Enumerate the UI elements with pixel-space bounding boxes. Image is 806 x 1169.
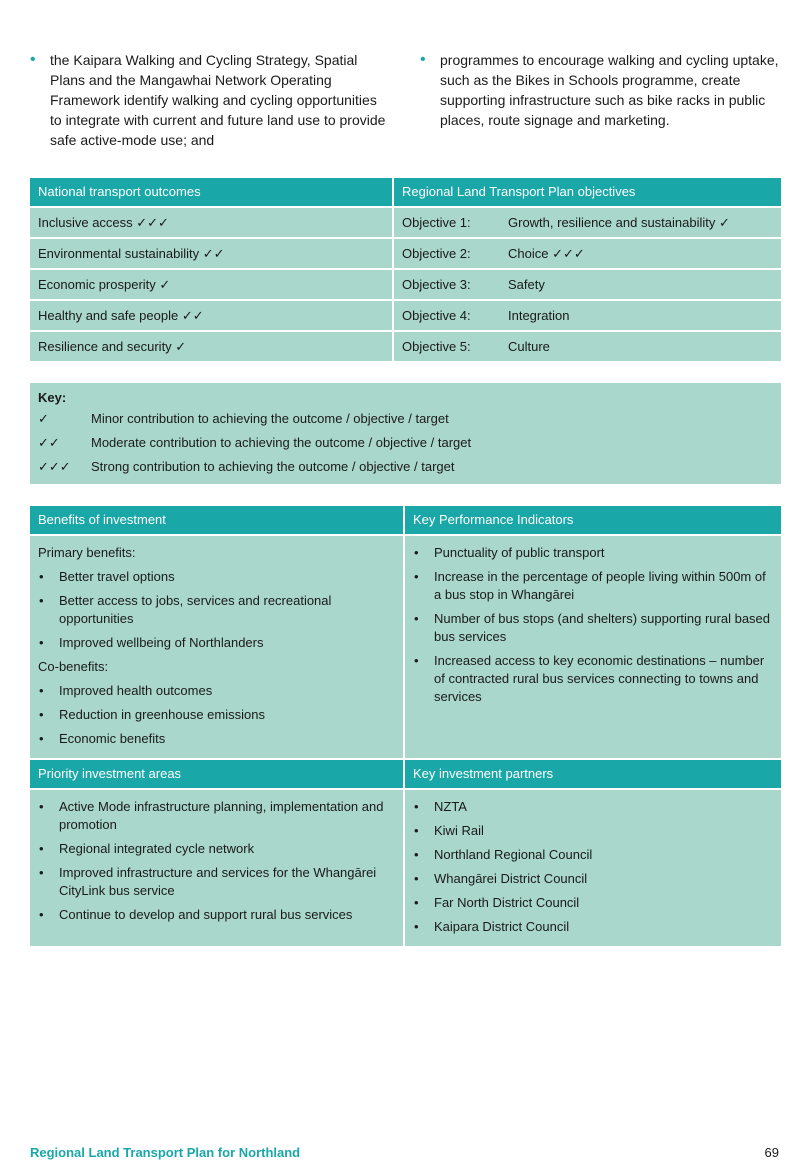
checkmark-icon: ✓✓✓: [38, 459, 71, 474]
table-row: [30, 301, 781, 332]
list-item: • Number of bus stops (and shelters) supporting rural based bus services: [413, 610, 773, 646]
objective-number: Objective 2:: [402, 246, 471, 261]
list-item: • Kiwi Rail: [413, 822, 773, 840]
objective-name: Culture: [508, 339, 550, 354]
header-rltp-objectives: Regional Land Transport Plan objectives: [394, 178, 781, 208]
header-benefits: Benefits of investment: [30, 506, 405, 536]
partners-list: [413, 798, 773, 936]
key-title: Key:: [38, 390, 67, 405]
objective-number: Objective 1:: [402, 215, 471, 230]
list-item: • Punctuality of public transport: [413, 544, 773, 562]
intro-left-list: [30, 50, 390, 150]
list-item: • Economic benefits: [38, 730, 395, 748]
outcome-cell: Environmental sustainability ✓✓: [30, 239, 394, 270]
header-kpis: Key Performance Indicators: [405, 506, 781, 536]
key-legend: [30, 383, 781, 484]
page-number: 69: [764, 1145, 779, 1160]
list-item: • Improved health outcomes: [38, 682, 395, 700]
list-item: • Better access to jobs, services and recreational opportunities: [38, 592, 395, 628]
primary-benefits-label: Primary benefits:: [38, 545, 136, 560]
objective-cell: [394, 270, 781, 301]
kpi-list: [413, 544, 773, 706]
list-item: • Regional integrated cycle network: [38, 840, 395, 858]
table-row: [30, 208, 781, 239]
table-row: [30, 239, 781, 270]
objective-cell: [394, 208, 781, 239]
header-partners: Key investment partners: [405, 760, 781, 790]
list-item: • Whangārei District Council: [413, 870, 773, 888]
outcome-cell: Healthy and safe people ✓✓: [30, 301, 394, 332]
table-row: [30, 790, 781, 948]
objective-name: Safety: [508, 277, 545, 292]
table-row: [30, 270, 781, 301]
key-row: [38, 407, 773, 431]
list-item: • Reduction in greenhouse emissions: [38, 706, 395, 724]
checkmark-icon: ✓✓: [38, 435, 60, 450]
key-text: Strong contribution to achieving the outcome / objective / target: [91, 459, 455, 474]
outcome-cell: Resilience and security ✓: [30, 332, 394, 363]
objective-number: Objective 5:: [402, 339, 471, 354]
list-item: • NZTA: [413, 798, 773, 816]
list-item: • Far North District Council: [413, 894, 773, 912]
list-item: • Increased access to key economic destinations – number of contracted rural bus services connecting to towns and services: [413, 652, 773, 706]
outcome-cell: Inclusive access ✓✓✓: [30, 208, 394, 239]
objective-cell: [394, 301, 781, 332]
objective-name: Choice ✓✓✓: [508, 246, 585, 261]
benefits-table: [30, 506, 781, 948]
header-priority-areas: Priority investment areas: [30, 760, 405, 790]
outcome-cell: Economic prosperity ✓: [30, 270, 394, 301]
intro-bullet: • the Kaipara Walking and Cycling Strategy, Spatial Plans and the Mangawhai Network Operating Framework identify walking and cycling opportunities to integrate with current and future land use to provide safe active-mode use; and: [30, 50, 390, 150]
list-item: • Improved infrastructure and services for the Whangārei CityLink bus service: [38, 864, 395, 900]
key-row: [38, 431, 773, 455]
benefits-cell: [30, 536, 405, 760]
objective-name: Integration: [508, 308, 570, 323]
checkmark-icon: ✓: [38, 411, 49, 426]
footer-title: Regional Land Transport Plan for Northland: [30, 1145, 301, 1160]
intro-section: [30, 50, 780, 150]
list-item: • Active Mode infrastructure planning, implementation and promotion: [38, 798, 395, 834]
list-item: • Better travel options: [38, 568, 395, 586]
objective-cell: [394, 332, 781, 363]
outcomes-table: [30, 178, 781, 363]
list-item: • Continue to develop and support rural bus services: [38, 906, 395, 924]
intro-bullet: • programmes to encourage walking and cycling uptake, such as the Bikes in Schools programme, create supporting infrastructure such as bike racks in public places, route signage and marketing.: [420, 50, 780, 130]
key-text: Moderate contribution to achieving the outcome / objective / target: [91, 435, 472, 450]
objective-cell: [394, 239, 781, 270]
list-item: • Northland Regional Council: [413, 846, 773, 864]
kpi-cell: [405, 536, 781, 760]
list-item: • Improved wellbeing of Northlanders: [38, 634, 395, 652]
intro-right-list: [420, 50, 780, 150]
objective-number: Objective 4:: [402, 308, 471, 323]
key-text: Minor contribution to achieving the outcome / objective / target: [91, 411, 449, 426]
co-benefits-list: [38, 682, 395, 748]
header-national-outcomes: National transport outcomes: [30, 178, 394, 208]
table-row: [30, 332, 781, 363]
objective-number: Objective 3:: [402, 277, 471, 292]
objective-name: Growth, resilience and sustainability ✓: [508, 215, 730, 230]
co-benefits-label: Co-benefits:: [38, 659, 109, 674]
table-row: [30, 536, 781, 760]
priority-cell: [30, 790, 405, 948]
priority-list: [38, 798, 395, 924]
list-item: • Increase in the percentage of people living within 500m of a bus stop in Whangārei: [413, 568, 773, 604]
key-row: [38, 455, 773, 479]
primary-benefits-list: [38, 568, 395, 652]
list-item: • Kaipara District Council: [413, 918, 773, 936]
partners-cell: [405, 790, 781, 948]
